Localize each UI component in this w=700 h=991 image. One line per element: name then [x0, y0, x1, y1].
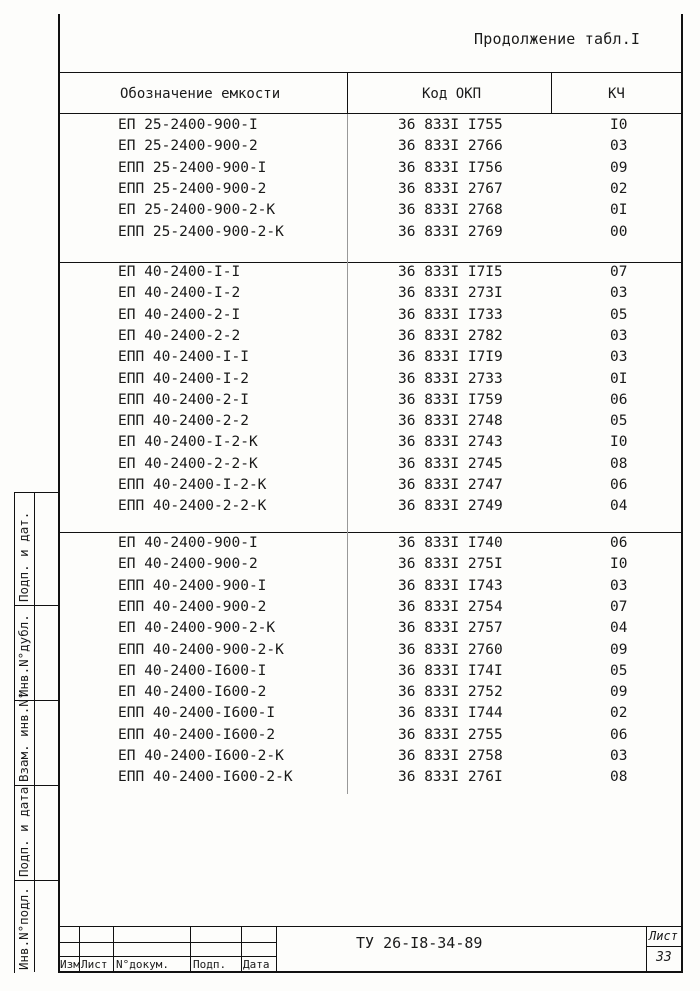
- cell-name: ЕПП 40-2400-I600-2: [118, 726, 276, 743]
- cell-name: ЕПП 25-2400-900-I: [118, 159, 267, 176]
- cell-kch: 06: [610, 726, 628, 743]
- table-row: [60, 371, 680, 392]
- cell-name: ЕП 40-2400-I600-2-К: [118, 748, 284, 764]
- cell-kch: I0: [610, 117, 628, 133]
- cell-kch: 08: [610, 455, 628, 472]
- title-block-sheet-divider: [646, 926, 647, 972]
- table-row: [60, 181, 680, 202]
- group-separator-1: [60, 262, 681, 263]
- cell-code: 36 833I I7I9: [398, 349, 503, 366]
- side-stamp-divider-4: [14, 880, 58, 881]
- tb-col-izm: Изм: [60, 958, 80, 971]
- cell-code: 36 833I 2755: [398, 726, 503, 743]
- cell-code: 36 833I 2760: [398, 641, 503, 658]
- cell-name: ЕПП 40-2400-2-2: [118, 413, 249, 430]
- table-row: [60, 727, 680, 748]
- cell-code: 36 833I 2733: [398, 370, 503, 387]
- cell-name: ЕПП 25-2400-900-2: [118, 180, 267, 197]
- cell-code: 36 833I I7I5: [398, 264, 503, 280]
- table-row: [60, 349, 680, 370]
- cell-kch: 06: [610, 391, 628, 408]
- cell-kch: 03: [610, 327, 628, 344]
- cell-code: 36 833I 275I: [398, 556, 503, 573]
- sheet-number: 33: [656, 950, 672, 965]
- table-row: [60, 264, 680, 285]
- table-row: [60, 748, 680, 769]
- title-block-col-4: [241, 926, 242, 972]
- cell-kch: 07: [610, 264, 628, 280]
- cell-name: ЕПП 40-2400-900-2-К: [118, 641, 284, 658]
- title-block-top-rule: [58, 926, 682, 927]
- cell-name: ЕПП 40-2400-I-2-К: [118, 477, 267, 493]
- title-block-row-rule-1: [58, 942, 276, 943]
- group-separator-2: [60, 532, 681, 533]
- table-row: [60, 392, 680, 413]
- table-row: [60, 413, 680, 434]
- side-stamp-divider-1: [14, 605, 58, 606]
- cell-name: ЕПП 40-2400-I600-2-К: [118, 769, 293, 786]
- cell-kch: I0: [610, 556, 628, 573]
- header-divider-2: [551, 72, 552, 114]
- header-kch: КЧ: [608, 86, 625, 102]
- table-header-rule: [60, 113, 681, 114]
- cell-name: ЕПП 40-2400-I600-I: [118, 705, 276, 722]
- cell-kch: 03: [610, 349, 628, 366]
- cell-kch: 02: [610, 180, 628, 197]
- cell-name: ЕП 40-2400-I-2: [118, 285, 241, 302]
- cell-name: ЕПП 40-2400-2-2-К: [118, 498, 267, 515]
- cell-name: ЕП 25-2400-900-2-К: [118, 202, 276, 219]
- cell-name: ЕП 40-2400-2-2-К: [118, 455, 258, 472]
- table-row: [60, 117, 680, 138]
- cell-code: 36 833I 2769: [398, 223, 503, 240]
- cell-kch: 03: [610, 138, 628, 155]
- cell-code: 36 833I I740: [398, 535, 503, 551]
- table-row: [60, 285, 680, 306]
- cell-kch: 05: [610, 662, 628, 679]
- side-stamp-label-podp-data: Подп. и дата: [16, 786, 31, 877]
- table-row: [60, 535, 680, 556]
- cell-code: 36 833I 2748: [398, 413, 503, 430]
- table-row: [60, 663, 680, 684]
- header-code: Код ОКП: [422, 86, 482, 102]
- cell-name: ЕП 40-2400-I600-2: [118, 684, 267, 701]
- sheet-label: Лист: [649, 929, 678, 943]
- cell-kch: 00: [610, 223, 628, 240]
- cell-code: 36 833I 2782: [398, 327, 503, 344]
- table-row: [60, 599, 680, 620]
- table-row: [60, 456, 680, 477]
- cell-kch: 09: [610, 684, 628, 701]
- cell-code: 36 833I I759: [398, 391, 503, 408]
- cell-kch: 05: [610, 413, 628, 430]
- cell-code: 36 833I 2754: [398, 598, 503, 615]
- cell-code: 36 833I I743: [398, 577, 503, 594]
- cell-code: 36 833I 273I: [398, 285, 503, 302]
- table-row: [60, 642, 680, 663]
- cell-kch: 06: [610, 477, 628, 493]
- table-top-rule: [60, 72, 681, 73]
- table-row: [60, 620, 680, 641]
- table-row: [60, 477, 680, 498]
- cell-code: 36 833I I755: [398, 117, 503, 133]
- table-row: [60, 224, 680, 245]
- continuation-title: Продолжение табл.I: [474, 30, 641, 48]
- cell-name: ЕП 40-2400-2-2: [118, 327, 241, 344]
- table-row: [60, 434, 680, 455]
- title-block-col-2: [113, 926, 114, 972]
- side-stamp-label-podp-dat: Подп. и дат.: [16, 511, 31, 602]
- cell-kch: 04: [610, 620, 628, 637]
- tb-col-ndokum: N°докум.: [116, 958, 169, 971]
- table-row: [60, 328, 680, 349]
- cell-code: 36 833I 2743: [398, 434, 503, 451]
- cell-name: ЕПП 25-2400-900-2-К: [118, 223, 284, 240]
- title-block-sheet-rule: [646, 946, 682, 947]
- cell-code: 36 833I 2766: [398, 138, 503, 155]
- cell-name: ЕПП 40-2400-I-I: [118, 349, 249, 366]
- cell-kch: 09: [610, 641, 628, 658]
- header-divider-1: [347, 72, 348, 114]
- document-code: ТУ 26-I8-34-89: [356, 934, 483, 952]
- side-stamp-label-inv-dubl: Инв.N°дубл.: [16, 614, 31, 697]
- cell-code: 36 833I 2758: [398, 748, 503, 764]
- cell-name: ЕП 40-2400-I-2-К: [118, 434, 258, 451]
- cell-kch: I0: [610, 434, 628, 451]
- cell-kch: 03: [610, 577, 628, 594]
- table-row: [60, 202, 680, 223]
- header-name: Обозначение емкости: [120, 86, 281, 102]
- tb-col-podp: Подп.: [193, 958, 227, 971]
- table-row: [60, 578, 680, 599]
- cell-code: 36 833I 2745: [398, 455, 503, 472]
- tb-col-list: Лист: [81, 958, 108, 971]
- cell-kch: 04: [610, 498, 628, 515]
- cell-code: 36 833I 276I: [398, 769, 503, 786]
- side-stamp-label-vzam-inv: Взам. инв.N°: [16, 691, 31, 782]
- cell-code: 36 833I 2757: [398, 620, 503, 637]
- cell-code: 36 833I 2768: [398, 202, 503, 219]
- table-row: [60, 684, 680, 705]
- cell-kch: 07: [610, 598, 628, 615]
- cell-name: ЕП 25-2400-900-2: [118, 138, 258, 155]
- cell-code: 36 833I I744: [398, 705, 503, 722]
- cell-name: ЕП 25-2400-900-I: [118, 117, 258, 133]
- cell-code: 36 833I I74I: [398, 662, 503, 679]
- cell-kch: 03: [610, 748, 628, 764]
- cell-kch: 0I: [610, 370, 628, 387]
- title-block-col-3: [190, 926, 191, 972]
- cell-name: ЕПП 40-2400-I-2: [118, 370, 249, 387]
- table-row: [60, 138, 680, 159]
- table-row: [60, 498, 680, 519]
- cell-kch: 05: [610, 306, 628, 323]
- cell-code: 36 833I I733: [398, 306, 503, 323]
- table-row: [60, 307, 680, 328]
- table-row: [60, 705, 680, 726]
- frame-bottom-border: [58, 971, 683, 973]
- cell-code: 36 833I 2752: [398, 684, 503, 701]
- table-row: [60, 160, 680, 181]
- frame-right-border: [681, 14, 683, 972]
- table-row: [60, 769, 680, 790]
- side-stamp-label-inv-podl: Инв.N°подл.: [16, 887, 31, 970]
- cell-name: ЕП 40-2400-I-I: [118, 264, 241, 280]
- cell-name: ЕПП 40-2400-2-I: [118, 391, 249, 408]
- cell-name: ЕП 40-2400-900-I: [118, 535, 258, 551]
- cell-name: ЕП 40-2400-900-2: [118, 556, 258, 573]
- cell-kch: 09: [610, 159, 628, 176]
- cell-name: ЕП 40-2400-900-2-К: [118, 620, 276, 637]
- cell-code: 36 833I 2749: [398, 498, 503, 515]
- title-block-col-5: [276, 926, 277, 972]
- cell-kch: 02: [610, 705, 628, 722]
- cell-name: ЕП 40-2400-I600-I: [118, 662, 267, 679]
- cell-name: ЕП 40-2400-2-I: [118, 306, 241, 323]
- cell-code: 36 833I 2747: [398, 477, 503, 493]
- table-row: [60, 556, 680, 577]
- cell-name: ЕПП 40-2400-900-I: [118, 577, 267, 594]
- tb-col-data: Дата: [243, 958, 270, 971]
- cell-kch: 08: [610, 769, 628, 786]
- cell-code: 36 833I I756: [398, 159, 503, 176]
- cell-kch: 03: [610, 285, 628, 302]
- cell-kch: 06: [610, 535, 628, 551]
- cell-name: ЕПП 40-2400-900-2: [118, 598, 267, 615]
- title-block-row-rule-2: [58, 956, 276, 957]
- cell-kch: 0I: [610, 202, 628, 219]
- cell-code: 36 833I 2767: [398, 180, 503, 197]
